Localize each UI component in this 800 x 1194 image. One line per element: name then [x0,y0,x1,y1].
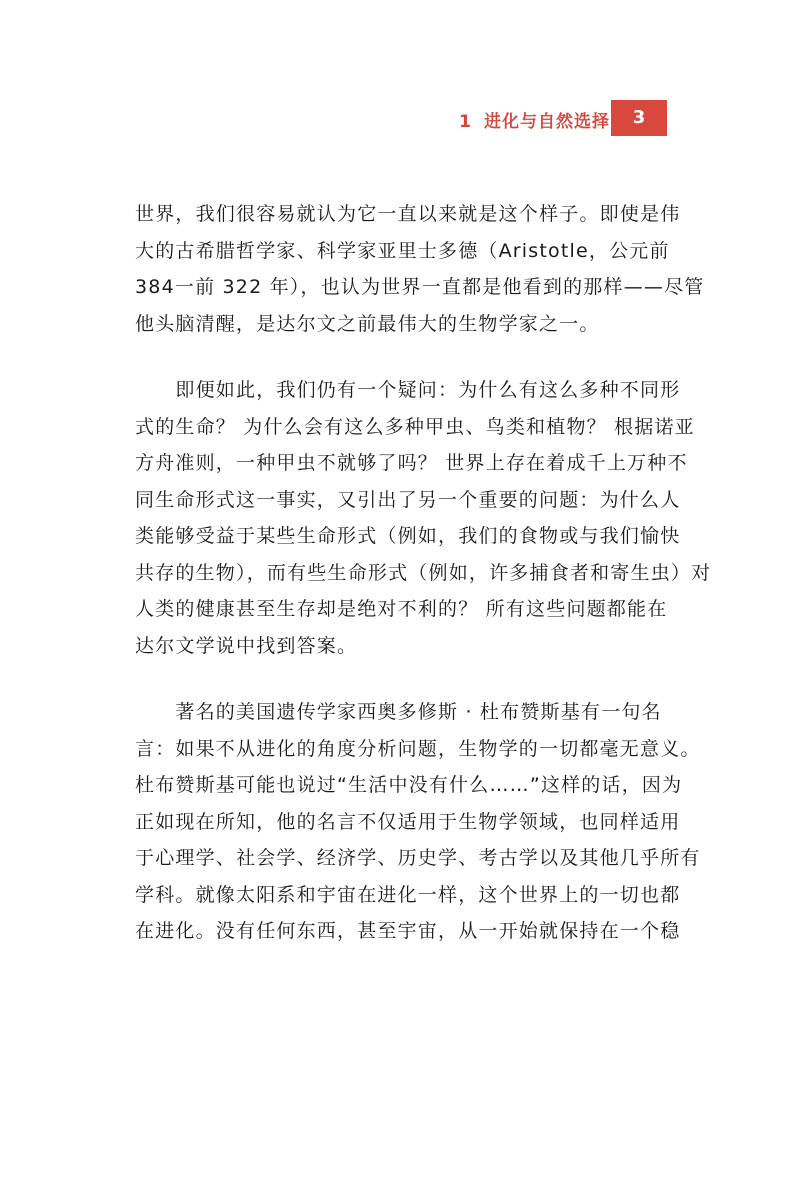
text-line: 在进化。没有任何东西，甚至宇宙，从一开始就保持在一个稳 [135,920,681,942]
page-number: 3 [611,100,667,136]
text-line: 于心理学、社会学、经济学、历史学、考古学以及其他几乎所有 [135,847,701,869]
text-line: 达尔文学说中找到答案。 [135,634,358,657]
text-line: 同生命形式这一事实，又引出了另一个重要的问题：为什么人 [135,488,681,511]
text-line: 杜布赞斯基可能也说过“生活中没有什么……”这样的话，因为 [135,774,683,796]
text-line: 人类的健康甚至生存却是绝对不利的？ 所有这些问题都能在 [135,598,668,620]
paragraph [135,694,701,950]
paragraph [135,196,705,342]
text-line: 方舟准则，一种甲虫不就够了吗？ 世界上存在着成千上万种不 [135,452,688,474]
text-line: 学科。就像太阳系和宇宙在进化一样，这个世界上的一切也都 [135,883,681,906]
paragraph [135,372,712,664]
chapter-number: 1 [459,112,472,132]
text-line: 即便如此，我们仍有一个疑问：为什么有这么多种不同形 [135,379,681,401]
text-line: 共存的生物），而有些生命形式（例如，许多捕食者和寄生虫）对 [135,561,712,584]
text-line: 类能够受益于某些生命形式（例如，我们的食物或与我们愉快 [135,525,681,547]
text-line: 384一前 322 年），也认为世界一直都是他看到的那样——尽管 [135,276,705,298]
chapter-title [459,107,610,132]
text-line: 著名的美国遗传学家西奥多修斯 · 杜布赞斯基有一句名 [135,701,662,723]
text-line: 大的古希腊哲学家、科学家亚里士多德（Aristotle，公元前 [135,239,670,262]
text-line: 世界，我们很容易就认为它一直以来就是这个样子。即使是伟 [135,203,681,225]
text-line: 言：如果不从进化的角度分析问题，生物学的一切都毫无意义。 [135,737,701,760]
text-line: 式的生命？ 为什么会有这么多种甲虫、鸟类和植物？ 根据诺亚 [135,415,695,438]
text-line: 他头脑清醒，是达尔文之前最伟大的生物学家之一。 [135,312,600,335]
body-text [135,196,712,980]
chapter-title-text: 进化与自然选择 [484,112,610,132]
text-line: 正如现在所知，他的名言不仅适用于生物学领域，也同样适用 [135,810,681,833]
running-head [0,100,800,138]
